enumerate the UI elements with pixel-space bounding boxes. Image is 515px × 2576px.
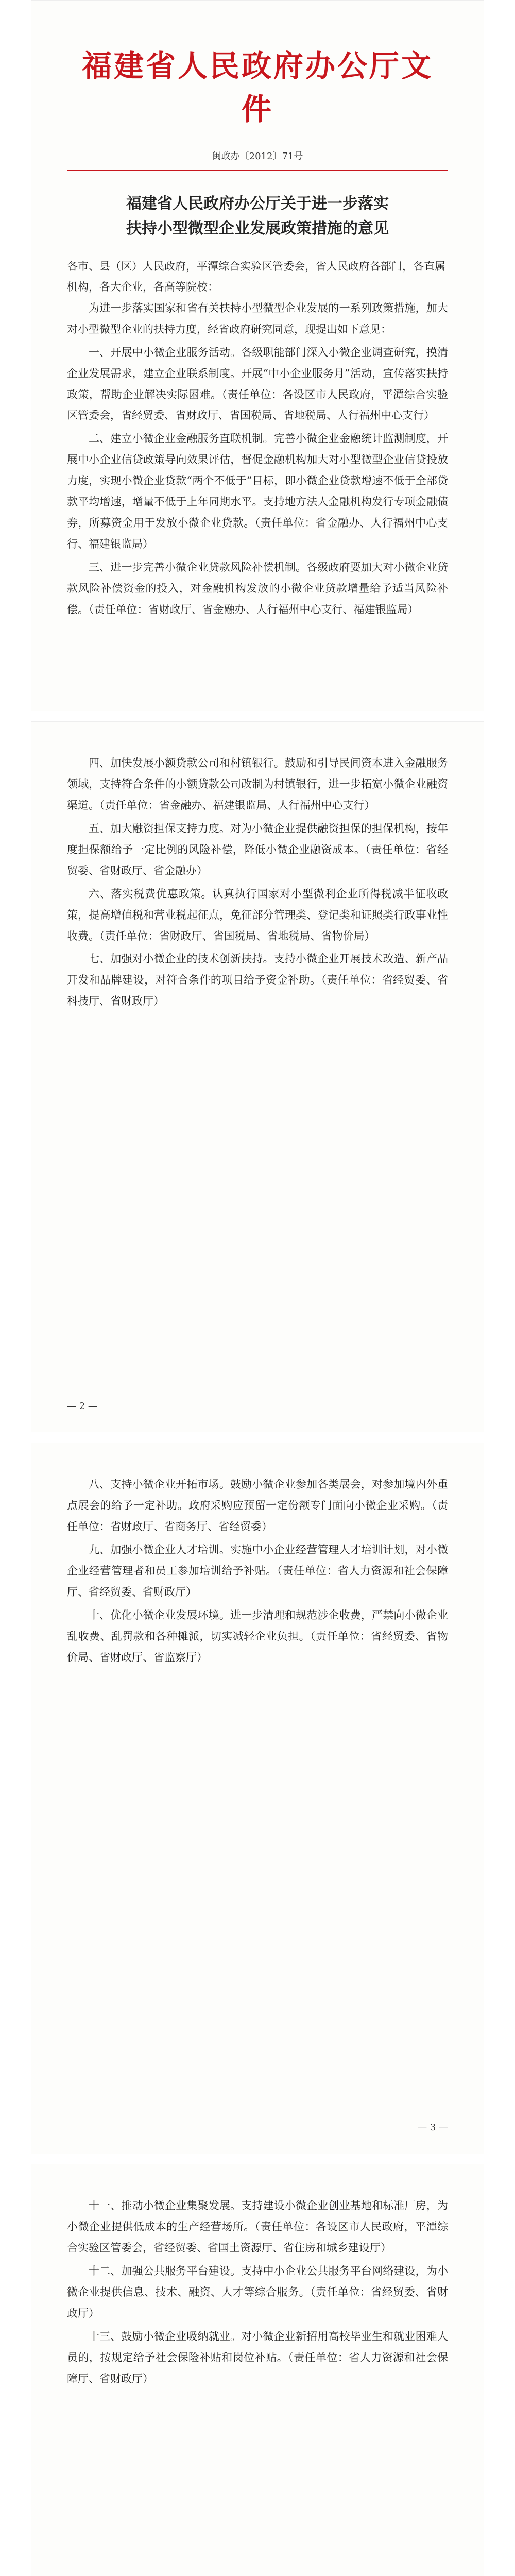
- paragraph: 六、落实税费优惠政策。认真执行国家对小型微利企业所得税减半征收政策，提高增值税和营业税起征点，免征部分管理类、登记类和证照类行政事业性收费。（责任单位：省财政厅、省国税局、省地税局、省物价局）: [67, 887, 448, 942]
- paragraph: 三、进一步完善小微企业贷款风险补偿机制。各级政府要加大对小微企业贷款风险补偿资金的投入，对金融机构发放的小微企业贷款增量给予适当风险补偿。（责任单位：省财政厅、省金融办、人行福州中心支行、福建银监局）: [67, 561, 448, 616]
- doc-number: 闽政办〔2012〕71号: [212, 151, 303, 162]
- doc-title-line: 扶持小型微型企业发展政策措施的意见: [126, 219, 389, 238]
- paragraph: 五、加大融资担保支持力度。对为小微企业提供融资担保的担保机构，按年度担保额给予一定比例的风险补偿，降低小微企业融资成本。（责任单位：省经贸委、省财政厅、省金融办）: [67, 822, 448, 877]
- paragraph: 十一、推动小微企业集聚发展。支持建设小微企业创业基地和标准厂房，为小微企业提供低成本的生产经营场所。（责任单位：各设区市人民政府，平潭综合实验区管委会，省经贸委、省国土资源厅、省住房和城乡建设厅）: [67, 2199, 448, 2254]
- paragraph: 七、加强对小微企业的技术创新扶持。支持小微企业开展技术改造、新产品开发和品牌建设，对符合条件的项目给予资金补助。（责任单位：省经贸委、省科技厅、省财政厅）: [67, 953, 448, 1008]
- red-rule: [67, 170, 448, 171]
- page-3: [31, 1443, 484, 2154]
- recipients: 各市、县（区）人民政府，平潭综合实验区管委会，省人民政府各部门，各直属机构，各大企业，各高等院校：: [67, 260, 445, 293]
- paragraph: 九、加强小微企业人才培训。实施中小企业经营管理人才培训计划，对小微企业经营管理者和员工参加培训给予补贴。（责任单位：省人力资源和社会保障厅、省经贸委、省财政厅）: [67, 1543, 448, 1598]
- paragraph: 二、建立小微企业金融服务直联机制。完善小微企业金融统计监测制度，开展中小企业信贷政策导向效果评估，督促金融机构加大对小型微型企业信贷投放力度，实现小微企业贷款“两个不低于”目标，即小微企业贷款增速不低于全部贷款平均增速，增量不低于上年同期水平。支持地方法人金融机构发行专项金融债券，所募资金用于发放小微企业贷款。（责任单位：省金融办、人行福州中心支行、福建银监局）: [67, 432, 448, 551]
- page-number: — 2 —: [67, 1401, 97, 1412]
- paragraph: 十、优化小微企业发展环境。进一步清理和规范涉企收费，严禁向小微企业乱收费、乱罚款和各种摊派，切实减轻企业负担。（责任单位：省经贸委、省物价局、省财政厅、省监察厅）: [67, 1608, 448, 1664]
- doc-title: [67, 192, 448, 241]
- issuer-title: 福建省人民政府办公厅文件: [81, 48, 433, 127]
- page-number: — 3 —: [418, 2122, 448, 2133]
- paragraph: 八、支持小微企业开拓市场。鼓励小微企业参加各类展会，对参加境内外重点展会的给予一定补助。政府采购应预留一定份额专门面向小微企业采购。（责任单位：省财政厅、省商务厅、省经贸委）: [67, 1478, 448, 1533]
- page-1: [31, 0, 484, 711]
- paragraph: 一、开展中小微企业服务活动。各级职能部门深入小微企业调查研究，摸清企业发展需求，建立企业联系制度。开展“中小企业服务月”活动，宣传落实扶持政策，帮助企业解决实际困难。（责任单位：各设区市人民政府，平潭综合实验区管委会，省经贸委、省财政厅、省国税局、省地税局、人行福州中心支行）: [67, 346, 448, 422]
- page-4: [31, 2164, 484, 2576]
- paragraph: 四、加快发展小额贷款公司和村镇银行。鼓励和引导民间资本进入金融服务领域，支持符合条件的小额贷款公司改制为村镇银行，进一步拓宽小微企业融资渠道。（责任单位：省金融办、福建银监局、人行福州中心支行）: [67, 757, 448, 811]
- page-2: [31, 721, 484, 1432]
- doc-title-line: 福建省人民政府办公厅关于进一步落实: [126, 195, 389, 213]
- paragraph: 为进一步落实国家和省有关扶持小型微型企业发展的一系列政策措施，加大对小型微型企业的扶持力度，经省政府研究同意，现提出如下意见：: [67, 301, 448, 335]
- paragraph: 十三、鼓励小微企业吸纳就业。对小微企业新招用高校毕业生和就业困难人员的，按规定给予社会保险补贴和岗位补贴。（责任单位：省人力资源和社会保障厅、省财政厅）: [67, 2330, 448, 2385]
- paragraph: 十二、加强公共服务平台建设。支持中小企业公共服务平台网络建设，为小微企业提供信息、技术、融资、人才等综合服务。（责任单位：省经贸委、省财政厅）: [67, 2264, 448, 2319]
